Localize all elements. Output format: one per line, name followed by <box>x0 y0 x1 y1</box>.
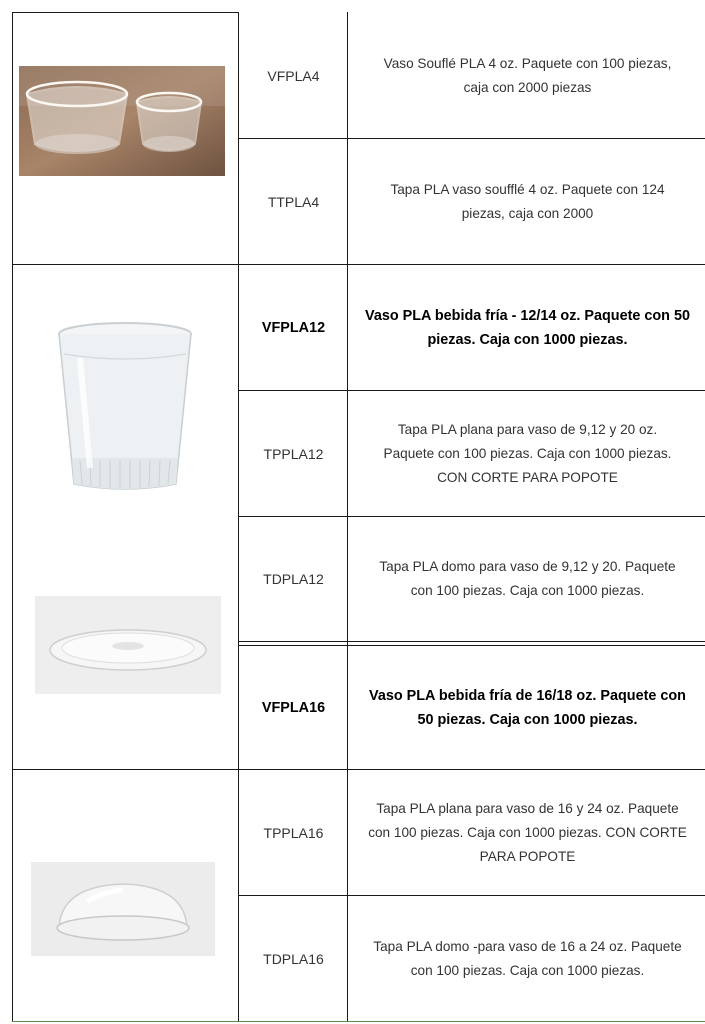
table-border-left <box>12 12 13 1022</box>
product-description: Tapa PLA vaso soufflé 4 oz. Paquete con 124 piezas, caja con 2000 <box>390 181 665 221</box>
souffle-cups-photo <box>19 66 225 176</box>
column-divider-image <box>238 12 239 1022</box>
product-code: VFPLA4 <box>267 67 320 84</box>
product-code: TPPLA16 <box>263 824 324 841</box>
dome-lid-photo <box>35 596 221 694</box>
product-description: Tapa PLA domo para vaso de 9,12 y 20. Paquete con 100 piezas. Caja con 1000 piezas. <box>379 559 676 598</box>
product-code: VFPLA12 <box>261 319 326 336</box>
product-description: Vaso PLA bebida fría de 16/18 oz. Paquete con 50 piezas. Caja con 1000 piezas. <box>369 687 686 728</box>
dome-lid-16-photo <box>31 862 215 956</box>
table-border-bottom <box>12 1021 705 1022</box>
product-description: Tapa PLA plana para vaso de 16 y 24 oz. Paquete con 100 piezas. Caja con 1000 piezas. CON CORTE PARA POPOTE <box>368 800 687 864</box>
product-description: Tapa PLA domo -para vaso de 16 a 24 oz. Paquete con 100 piezas. Caja con 1000 piezas. <box>373 938 682 978</box>
cold-drink-cup-photo <box>50 318 200 496</box>
product-code: TTPLA4 <box>267 193 320 210</box>
product-description: Vaso Souflé PLA 4 oz. Paquete con 100 piezas, caja con 2000 piezas <box>383 55 672 95</box>
product-code: TDPLA12 <box>263 571 324 587</box>
product-description: Tapa PLA plana para vaso de 9,12 y 20 oz. Paquete con 100 piezas. Caja con 1000 piezas. CON CORTE PARA POPOTE <box>383 421 672 485</box>
row-divider <box>238 641 705 642</box>
product-code: TDPLA16 <box>263 950 324 967</box>
product-code: TPPLA12 <box>263 445 324 462</box>
product-code: VFPLA16 <box>261 699 326 716</box>
product-description: Vaso PLA bebida fría - 12/14 oz. Paquete con 50 piezas. Caja con 1000 piezas. <box>365 307 690 348</box>
row-divider <box>12 12 238 13</box>
